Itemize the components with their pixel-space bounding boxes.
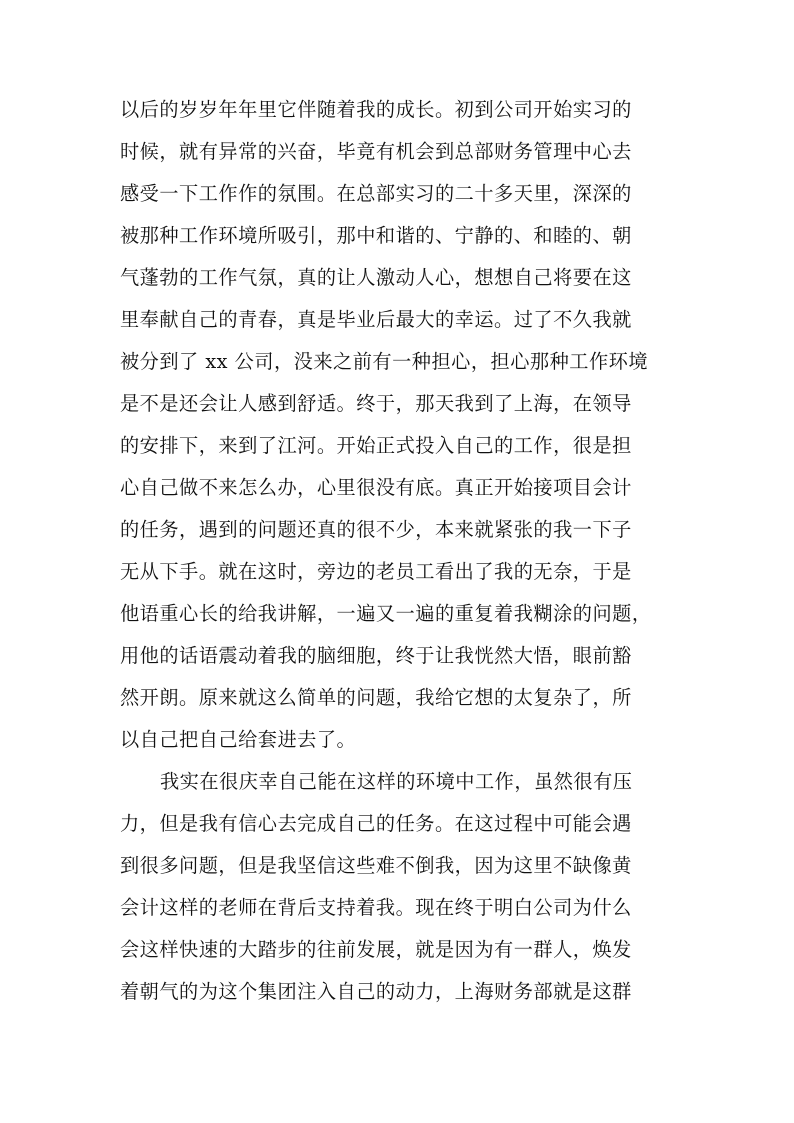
paragraph-1-line: 时候，就有异常的兴奋，毕竟有机会到总部财务管理中心去: [120, 140, 632, 163]
paragraph-2-line: 到很多问题，但是我坚信这些难不倒我，因为这里不缺像黄: [120, 854, 632, 877]
paragraph-1-line: 感受一下工作作的氛围。在总部实习的二十多天里，深深的: [120, 182, 632, 205]
paragraph-1-line: 用他的话语震动着我的脑细胞，终于让我恍然大悟，眼前豁: [120, 644, 632, 667]
paragraph-2-line: 我实在很庆幸自己能在这样的环境中工作，虽然很有压: [160, 770, 633, 793]
paragraph-1-line: 以后的岁岁年年里它伴随着我的成长。初到公司开始实习的: [120, 98, 632, 121]
paragraph-2-line: 着朝气的为这个集团注入自己的动力，上海财务部就是这群: [120, 980, 632, 1003]
paragraph-2-line: 会这样快速的大踏步的往前发展，就是因为有一群人，焕发: [120, 938, 632, 961]
paragraph-2-line: 力，但是我有信心去完成自己的任务。在这过程中可能会遇: [120, 812, 632, 835]
paragraph-1-line: 心自己做不来怎么办，心里很没有底。真正开始接项目会计: [120, 476, 632, 499]
paragraph-1-line: 里奉献自己的青春，真是毕业后最大的幸运。过了不久我就: [120, 308, 632, 331]
paragraph-1-line: 气蓬勃的工作气氛，真的让人激动人心，想想自己将要在这: [120, 266, 632, 289]
paragraph-1-line: 无从下手。就在这时，旁边的老员工看出了我的无奈，于是: [120, 560, 632, 583]
paragraph-1-line: 以自己把自己给套进去了。: [120, 728, 357, 751]
paragraph-1-line: 被那种工作环境所吸引，那中和谐的、宁静的、和睦的、朝: [120, 224, 632, 247]
paragraph-1-line: 然开朗。原来就这么简单的问题，我给它想的太复杂了，所: [120, 686, 632, 709]
paragraph-1-line: 的安排下，来到了江河。开始正式投入自己的工作，很是担: [120, 434, 632, 457]
paragraph-1-line: 他语重心长的给我讲解，一遍又一遍的重复着我糊涂的问题，: [120, 602, 652, 625]
paragraph-1-line: 被分到了 xx 公司，没来之前有一种担心，担心那种工作环境: [120, 350, 649, 373]
paragraph-1-line: 的任务，遇到的问题还真的很不少，本来就紧张的我一下子: [120, 518, 632, 541]
paragraph-1-line: 是不是还会让人感到舒适。终于，那天我到了上海，在领导: [120, 392, 632, 415]
paragraph-2-line: 会计这样的老师在背后支持着我。现在终于明白公司为什么: [120, 896, 632, 919]
